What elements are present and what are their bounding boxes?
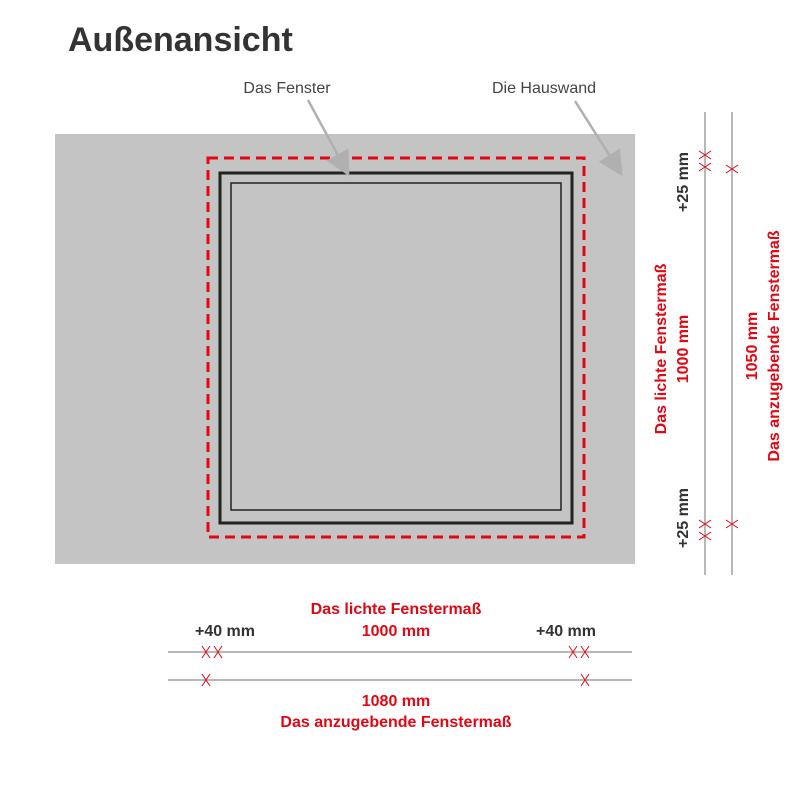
vertical-clear-label: Das lichte Fenstermaß: [653, 263, 670, 435]
callout-wall-label: Die Hauswand: [491, 80, 597, 97]
horizontal-total-label: Das anzugebende Fenstermaß: [280, 714, 512, 731]
horizontal-left-allowance: +40 mm: [194, 623, 256, 640]
horizontal-right-allowance: +40 mm: [535, 623, 597, 640]
vertical-total-value: 1050 mm: [744, 311, 761, 381]
callout-window-label: Das Fenster: [243, 80, 331, 97]
horizontal-clear-value: 1000 mm: [361, 623, 431, 640]
horizontal-clear-label: Das lichte Fenstermaß: [310, 601, 482, 618]
house-wall: [55, 134, 635, 564]
page-title: Außenansicht: [68, 21, 293, 59]
vertical-top-allowance: +25 mm: [675, 151, 692, 213]
vertical-bottom-allowance: +25 mm: [675, 487, 692, 549]
horizontal-total-value: 1080 mm: [361, 693, 431, 710]
vertical-clear-value: 1000 mm: [675, 314, 692, 384]
vertical-total-label: Das anzugebende Fenstermaß: [766, 230, 783, 462]
